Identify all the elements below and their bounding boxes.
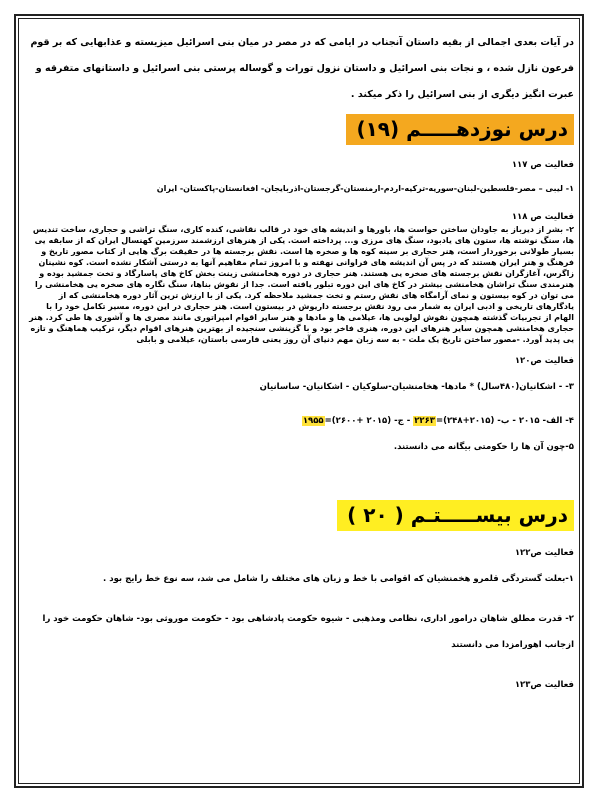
activity-120-title: فعالیت ص۱۲۰ — [514, 356, 574, 366]
lesson20-heading-wrap — [337, 500, 574, 531]
activity-122-answer-2b: ازجانب اهورامزدا می دانستند — [451, 640, 574, 650]
answer-4-highlight-b: ۲۲۶۳ — [414, 416, 435, 426]
activity-120-answer-4 — [302, 416, 574, 426]
intro-paragraph: در آیات بعدی اجمالی از بقیه داستان آنجناب در ایامی که در مصر در میان بنی اسرائیل میزیسته و عذابهایی که بر قوم فرعون نازل شده ، و نجات بنی اسرائیل و داستان نزول تورات و گوساله پرستی بنی اسرائیل و داستانهای متفرقه و عبرت انگیز دیگری از بنی اسرائیل را ذکر میکند . — [30, 37, 574, 100]
activity-117-answer: ۱- لیبی – مصر-فلسطین-لبنان-سوریه-ترکیه-اردم-ارمنستان-گرجستان-اذربایجان- افغانستان-پاکستان- ایران — [156, 184, 574, 193]
activity-120-answer-5: ۵-چون آن ها را حکومتی بیگانه می دانستند. — [393, 442, 574, 452]
activity-118-title: فعالیت ص ۱۱۸ — [511, 212, 574, 222]
activity-122-title: فعالیت ص۱۲۲ — [514, 548, 574, 558]
lesson20-heading: درس بیســـــتـم ( ۲۰ ) — [337, 500, 574, 531]
activity-122-answer-1: ۱-بعلت گستردگی قلمرو هخمنشیان که اقوامی با خط و زبان های مختلف را شامل می شد، سه نوع خط رایج بود . — [103, 574, 574, 584]
activity-122-answer-2a: ۲- قدرت مطلق شاهان درامور اداری، نظامی ومذهبی - شیوه حکومت پادشاهی بود - حکومت موروثی بود- شاهان حکومت خود را — [42, 614, 574, 624]
activity-123-title: فعالیت ص۱۲۳ — [514, 680, 574, 690]
answer-4-highlight-c: ۱۹۵۵ — [302, 416, 324, 426]
lesson19-heading-wrap — [346, 114, 574, 145]
answer-4-middle: - ج- (۲۰۱۵ +۲۶۰۰)= — [324, 416, 414, 426]
activity-120-answer-3: ۳- - اشکانیان(۴۸۰سال) * مادها- هخامنشیان-سلوکیان - اشکانیان- ساسانیان — [259, 382, 574, 392]
activity-118-answer: ۲- بشر از دیرباز به جاودان ساختن حواست ها، باورها و اندیشه های خود در قالب نقاشی، کنده کاری، سنگ تراشی و حجاری، ساخت تندیس ها، سنگ نوشته ها، ستون های یادبود، سنگ های مرزی و... پرداخته است. یکی از هنرهای ارزشمند سرزمین کهنسال ایران که از سابقه یی بسیار طولانی برخوردار است، هنر حجاری بر سینه کوه ها و صخره ها است. نقش برجسته ها در حقیقت برگ هایی از کتاب مصور تاریخ و فرهنگ و هنر ایران هستند که در پس آن اندیشه های فراوانی نهفته و با امروز تمام مفاهیم آنها به درستی آشکار نشده است. کوه نشینان زاگرس، آغازگران نقش برجسته های صخره یی هستند. هنر حجاری در دوره هخامنشی زینت بخش کاخ های پاسارگاد و تخت جمشید بوده و هنرمندی سنگ تراشان هخامنشی بیشتر در کاخ های این دوره تبلور یافته است. جدا از نقوش بناها، سنگ نگاره های صخره یی هخامنشی را می توان در کوه بیستون و نمای آرامگاه های نقش رستم و تخت جمشید ملاحظه کرد. یکی از با ارزش ترین آثار دوره هخامنشی که از یادگارهای تاریخی و ادبی ایران به شمار می رود نقش برجسته داریوش در بیستون است. هنر حجاری در این دوره، مسیر تکامل خود را با الهام از تجربیات گذشته همچون نقوش لولویی ها، عیلامی ها و مادها و هنر سایر اقوام امپراتوری مانند مصری ها و آشوری ها طی کرد. هنر حجاری هخامنشی همچون سایر هنرهای این دوره، هنری فاخر بود و با گزینشی سنجیده از بهترین هنرهای اقوام دیگر، ترکیب هماهنگ و تازه یی پدید آورد. -مصور ساختن تاریخ یک ملت - به سه زبان مهم دنیای آن روز یعنی فارسی باستان، عیلامی و بابلی — [29, 225, 574, 344]
answer-4-prefix: ۴- الف- ۲۰۱۵ - ب- (۲۰۱۵+۲۴۸)= — [435, 416, 574, 426]
lesson19-heading: درس نوزدهـــــم (۱۹) — [346, 114, 574, 145]
document-page — [26, 26, 574, 780]
activity-117-title: فعالیت ص ۱۱۷ — [511, 160, 574, 170]
